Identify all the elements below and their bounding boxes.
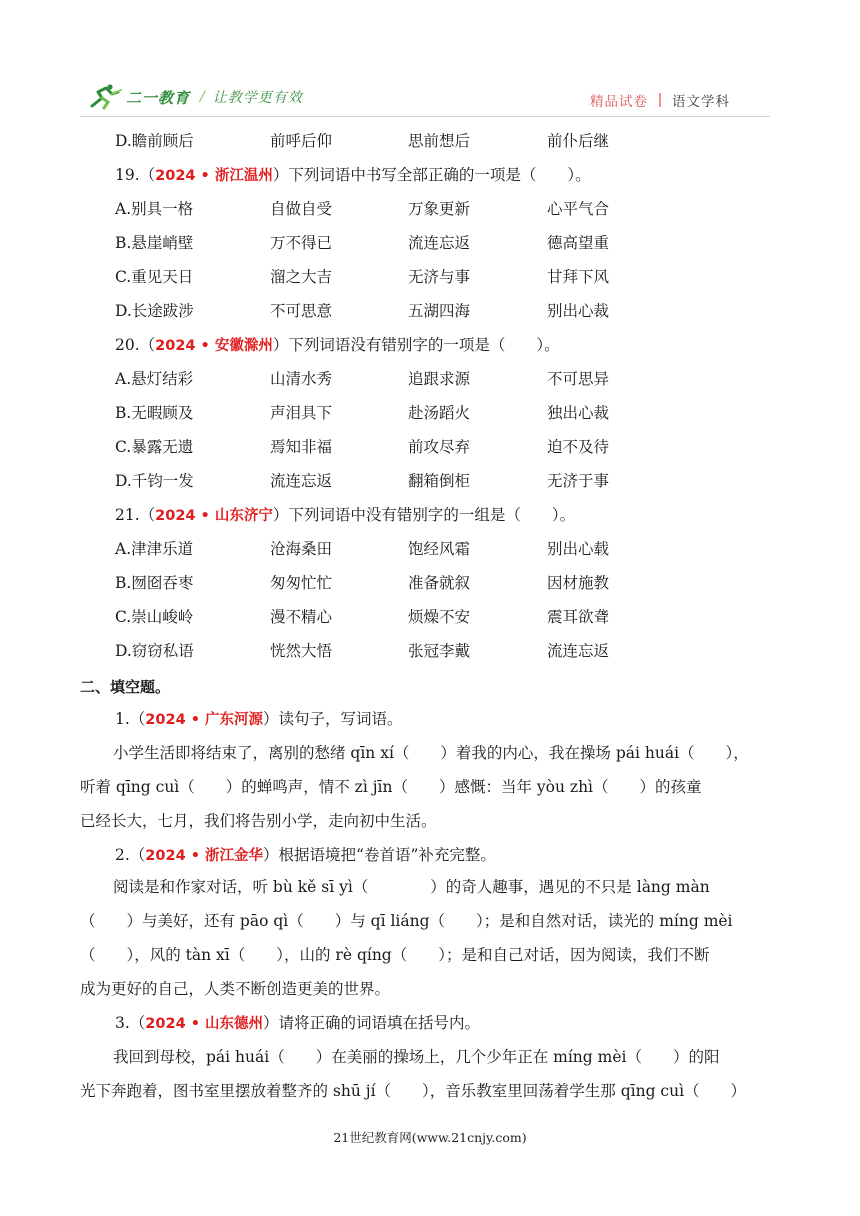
option-cell: 赴汤蹈火 <box>408 404 471 422</box>
option-cell: 溜之大吉 <box>270 268 333 286</box>
question-source: 2024 • 山东济宁 <box>155 508 273 524</box>
option-cell: D.瞻前顾后 <box>115 132 194 150</box>
divider: / <box>200 89 205 105</box>
option-cell: 迫不及待 <box>547 438 610 456</box>
option-cell: 焉知非福 <box>270 438 333 456</box>
question-source: 2024 • 浙江金华 <box>145 848 264 864</box>
option-cell: 张冠李戴 <box>408 642 471 660</box>
tag-subject: 语文学科 <box>672 94 730 110</box>
header-rule <box>80 116 770 117</box>
question-source: 2024 • 浙江温州 <box>155 168 273 184</box>
option-cell: A.别具一格 <box>115 200 194 218</box>
question-21-stem <box>115 504 575 527</box>
passage-line: 光下奔跑着，图书室里摆放着整齐的 shū jí（ ），音乐教室里回荡着学生那 qīng cuì（ ） <box>80 1082 747 1100</box>
brand-logo[interactable] <box>88 84 303 110</box>
brand-slogan: 让教学更有效 <box>212 90 303 106</box>
option-cell: C.暴露无遗 <box>115 438 194 456</box>
section-heading: 二、填空题。 <box>80 678 171 696</box>
passage-line: （ ）与美好，还有 pāo qì（ ）与 qī liáng（ ）；是和自然对话，读光的 míng mèi <box>80 912 733 930</box>
option-cell: 德高望重 <box>547 234 610 252</box>
option-cell: 别出心裁 <box>547 302 610 320</box>
fill-question-2-stem <box>115 844 496 867</box>
option-cell: 万不得已 <box>270 234 333 252</box>
option-cell: A.津津乐道 <box>115 540 194 558</box>
brand-name: 二一教育 <box>126 88 191 107</box>
question-text: ）请将正确的词语填在括号内。 <box>263 1014 481 1032</box>
question-number: 2.（ <box>115 846 146 864</box>
option-cell: 漫不精心 <box>270 608 333 626</box>
option-cell: 流连忘返 <box>270 472 333 490</box>
option-cell: 不可思异 <box>547 370 610 388</box>
option-cell: C.重见天日 <box>115 268 194 286</box>
option-cell: 无济与事 <box>408 268 471 286</box>
page-header <box>0 70 860 120</box>
option-cell: 自做自受 <box>270 200 333 218</box>
question-number: 21.（ <box>115 506 156 524</box>
option-cell: 山清水秀 <box>270 370 333 388</box>
header-tags <box>590 90 730 110</box>
passage-line: 听着 qīng cuì（ ）的蝉鸣声，情不 zì jīn（ ）感慨：当年 yòu zhì（ ）的孩童 <box>80 778 702 796</box>
option-cell: 甘拜下风 <box>547 268 610 286</box>
option-cell: 声泪具下 <box>270 404 333 422</box>
question-19-stem <box>115 164 591 187</box>
passage-line: （ ），风的 tàn xī（ ），山的 rè qíng（ ）；是和自己对话，因为阅读，我们不断 <box>80 946 710 964</box>
option-cell: B.囫囵吞枣 <box>115 574 194 592</box>
option-cell: B.悬崖峭壁 <box>115 234 194 252</box>
question-20-stem <box>115 334 560 357</box>
page-footer: 21世纪教育网(www.21cnjy.com) <box>333 1130 527 1145</box>
option-cell: 震耳欲聋 <box>547 608 610 626</box>
passage-line: 小学生活即将结束了，离别的愁绪 qīn xí（ ）着我的内心，我在操场 pái huái（ ）， <box>113 744 749 762</box>
option-cell: 流连忘返 <box>547 642 610 660</box>
option-cell: 恍然大悟 <box>270 642 333 660</box>
question-source: 2024 • 安徽滁州 <box>155 338 273 354</box>
option-cell: 前呼后仰 <box>270 132 333 150</box>
passage-line: 阅读是和作家对话，听 bù kě sī yì（ ）的奇人趣事，遇见的不只是 làng màn <box>113 878 710 896</box>
option-cell: 沧海桑田 <box>270 540 333 558</box>
question-number: 20.（ <box>115 336 156 354</box>
option-cell: 流连忘返 <box>408 234 471 252</box>
question-text: ）下列词语中书写全部正确的一项是（ ）。 <box>272 166 591 184</box>
option-cell: B.无暇顾及 <box>115 404 194 422</box>
running-figure-icon <box>88 84 122 110</box>
tag-divider <box>659 93 661 107</box>
option-cell: 无济于事 <box>547 472 610 490</box>
option-cell: 思前想后 <box>408 132 471 150</box>
passage-line: 已经长大，七月，我们将告别小学，走向初中生活。 <box>80 812 437 830</box>
option-cell: 别出心载 <box>547 540 610 558</box>
question-text: ）根据语境把“卷首语”补充完整。 <box>263 846 496 864</box>
option-cell: 因材施教 <box>547 574 610 592</box>
question-number: 19.（ <box>115 166 156 184</box>
option-cell: 不可思意 <box>270 302 333 320</box>
option-cell: 前攻尽弃 <box>408 438 471 456</box>
option-cell: A.悬灯结彩 <box>115 370 194 388</box>
option-cell: 烦燥不安 <box>408 608 471 626</box>
question-text: ）下列词语中没有错别字的一组是（ ）。 <box>272 506 576 524</box>
option-cell: 饱经风霜 <box>408 540 471 558</box>
option-cell: 独出心裁 <box>547 404 610 422</box>
option-cell: C.崇山峻岭 <box>115 608 194 626</box>
fill-question-3-stem <box>115 1012 480 1035</box>
option-cell: 心平气合 <box>547 200 610 218</box>
passage-line: 成为更好的自己，人类不断创造更美的世界。 <box>80 980 391 998</box>
tag-quality: 精品试卷 <box>590 94 648 110</box>
fill-question-1-stem <box>115 708 403 731</box>
option-cell: D.千钧一发 <box>115 472 194 490</box>
option-cell: 翻箱倒柜 <box>408 472 471 490</box>
question-number: 1.（ <box>115 710 146 728</box>
question-number: 3.（ <box>115 1014 146 1032</box>
option-cell: D.窃窃私语 <box>115 642 194 660</box>
question-source: 2024 • 广东河源 <box>145 712 264 728</box>
passage-line: 我回到母校，pái huái（ ）在美丽的操场上，几个少年正在 míng mèi（ ）的阳 <box>113 1048 720 1066</box>
question-text: ）读句子，写词语。 <box>263 710 403 728</box>
option-cell: 前仆后继 <box>547 132 610 150</box>
question-source: 2024 • 山东德州 <box>145 1016 264 1032</box>
option-cell: 匆匆忙忙 <box>270 574 333 592</box>
option-cell: 五湖四海 <box>408 302 471 320</box>
option-cell: 追跟求源 <box>408 370 471 388</box>
option-cell: 准备就叙 <box>408 574 471 592</box>
option-cell: 万象更新 <box>408 200 471 218</box>
question-text: ）下列词语没有错别字的一项是（ ）。 <box>272 336 560 354</box>
option-cell: D.长途跋涉 <box>115 302 194 320</box>
